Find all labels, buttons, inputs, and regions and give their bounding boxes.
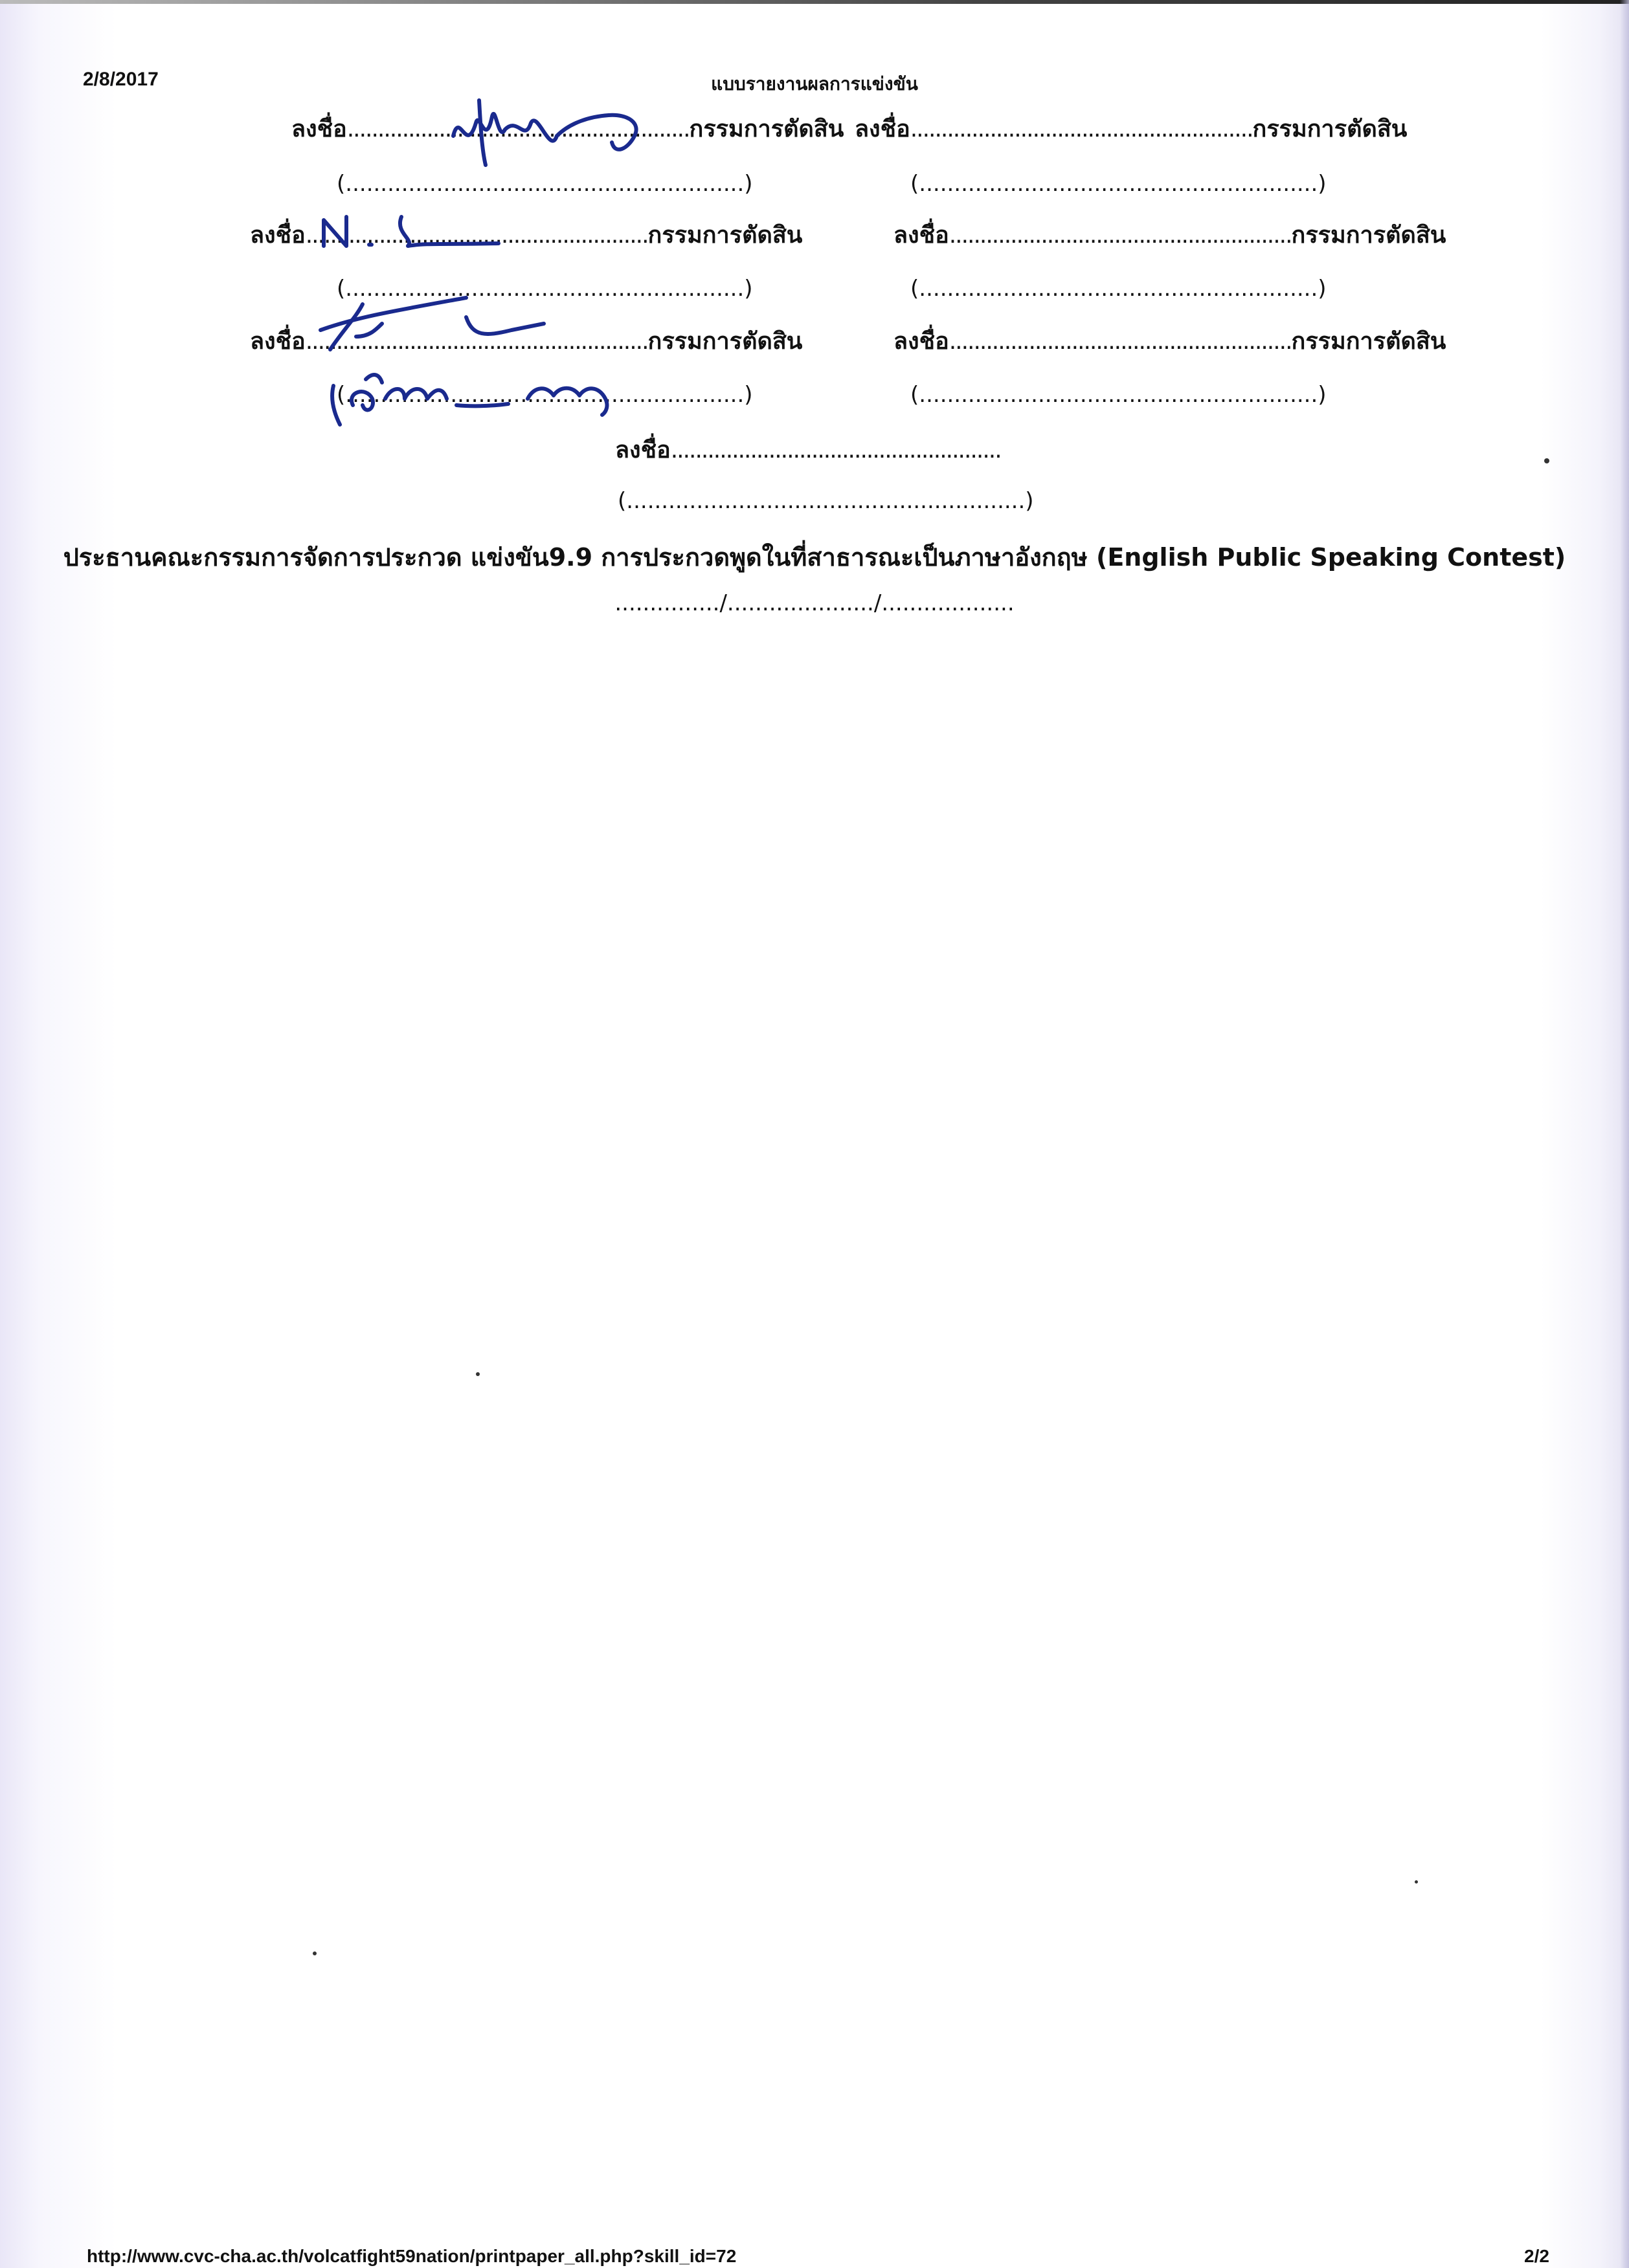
judge-role: กรรมการตัดสิน — [1291, 328, 1446, 355]
judge-role: กรรมการตัดสิน — [647, 328, 803, 355]
sign-dots: ........................................................ — [910, 116, 1253, 142]
sign-label: ลงชื่อ — [250, 328, 306, 355]
chair-sign-line — [615, 435, 1001, 466]
judge-role: กรรมการตัดสิน — [1252, 116, 1408, 142]
chair-name-line: (.........................................................) — [618, 488, 1034, 514]
date-blank: .............../...................../................... — [614, 590, 1015, 616]
judge-name-line-2: (.........................................................) — [910, 171, 1327, 197]
judge-name-line-6: (.........................................................) — [910, 382, 1327, 408]
sign-label: ลงชื่อ — [893, 328, 949, 355]
sign-label: ลงชื่อ — [615, 437, 671, 463]
judge-role: กรรมการตัดสิน — [1291, 222, 1446, 249]
scan-speck — [476, 1372, 480, 1376]
scan-speck — [1544, 458, 1549, 463]
sign-dots: ........................................................ — [346, 116, 690, 142]
sign-label: ลงชื่อ — [855, 116, 910, 142]
scan-speck — [1415, 1880, 1418, 1884]
signature-1 — [440, 97, 673, 168]
sign-label: ลงชื่อ — [291, 116, 347, 142]
judge-name-line-5: (.........................................................) — [337, 382, 753, 408]
signature-2 — [317, 207, 511, 259]
sign-dots: ........................................................ — [305, 328, 648, 355]
judge-sign-line-6 — [893, 326, 1446, 357]
sign-dots: ........................................................ — [949, 222, 1292, 249]
handwritten-name — [327, 360, 625, 438]
print-date: 2/8/2017 — [83, 69, 159, 90]
scan-top-edge — [0, 0, 1629, 4]
footer-url: http://www.cvc-cha.ac.th/volcatfight59nation/printpaper_all.php?skill_id=72 — [87, 2246, 737, 2266]
judge-name-line-1: (.........................................................) — [337, 171, 753, 197]
signature-3 — [317, 291, 550, 362]
judge-sign-line-2 — [855, 114, 1407, 145]
sign-label: ลงชื่อ — [893, 222, 949, 249]
form-title: แบบรายงานผลการแข่งขัน — [711, 73, 918, 94]
sign-dots: ........................................................ — [305, 222, 648, 249]
judge-role: กรรมการตัดสิน — [689, 116, 844, 142]
judge-name-line-3: (.........................................................) — [337, 276, 753, 302]
judge-role: กรรมการตัดสิน — [647, 222, 803, 249]
sign-dots: ...................................................... — [670, 437, 1001, 463]
judge-sign-line-4 — [893, 220, 1446, 251]
judge-name-line-4: (.........................................................) — [910, 276, 1327, 302]
scan-speck — [313, 1951, 317, 1955]
scan-right-edge — [1620, 0, 1629, 2268]
sign-label: ลงชื่อ — [250, 222, 306, 249]
sign-dots: ........................................................ — [949, 328, 1292, 355]
page-number: 2/2 — [1524, 2246, 1549, 2266]
chair-caption: ประธานคณะกรรมการจัดการประกวด แข่งขัน9.9 การประกวดพูดในที่สาธารณะเป็นภาษาอังกฤษ (English Public Speaking Contest) — [63, 543, 1566, 572]
